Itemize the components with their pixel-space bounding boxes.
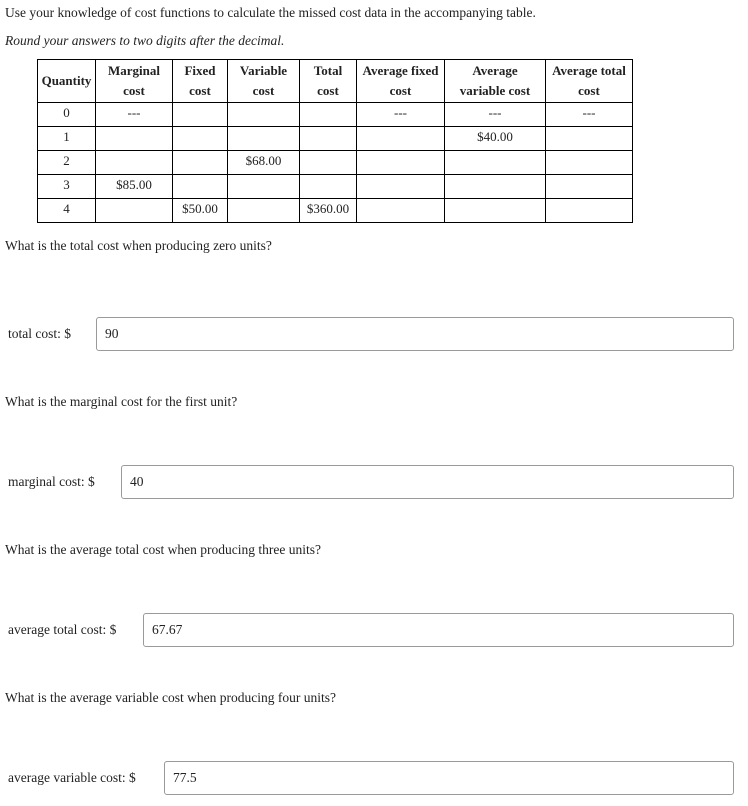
table-cell: --- [445,103,546,127]
table-cell [357,127,445,151]
cost-table [37,59,633,223]
rounding-note: Round your answers to two digits after the decimal. [5,33,285,48]
table-cell [173,151,228,175]
table-cell: 3 [38,175,96,199]
header-average-variable-cost: Average variable cost [445,60,546,103]
answer-row-average-total-cost [8,613,734,647]
table-cell [445,151,546,175]
table-cell [357,175,445,199]
table-cell: $360.00 [300,199,357,223]
answer-row-total-cost [8,317,734,351]
table-row [38,103,633,127]
header-average-fixed-cost: Average fixed cost [357,60,445,103]
table-cell [546,151,633,175]
table-cell [546,199,633,223]
answer-row-marginal-cost [8,465,734,499]
total-cost-label: total cost: $ [8,326,71,341]
table-cell [228,175,300,199]
marginal-cost-label: marginal cost: $ [8,474,95,489]
table-cell: --- [357,103,445,127]
table-cell: --- [96,103,173,127]
table-cell: --- [546,103,633,127]
table-cell [546,127,633,151]
average-variable-cost-label: average variable cost: $ [8,770,136,785]
table-header-row [38,60,633,103]
table-row [38,151,633,175]
average-total-cost-label: average total cost: $ [8,622,117,637]
table-cell [173,175,228,199]
table-row [38,127,633,151]
table-cell [445,175,546,199]
instructions-text: Use your knowledge of cost functions to calculate the missed cost data in the accompanying table. [5,5,536,20]
table-cell [357,151,445,175]
header-marginal-cost: Marginal cost [96,60,173,103]
table-cell [96,127,173,151]
average-total-cost-input[interactable] [143,613,734,647]
table-cell [228,127,300,151]
table-cell [300,127,357,151]
header-quantity: Quantity [38,60,96,103]
table-cell [173,103,228,127]
table-cell: $85.00 [96,175,173,199]
total-cost-input[interactable] [96,317,734,351]
table-row [38,175,633,199]
header-total-cost: Total cost [300,60,357,103]
question-average-variable-cost-four: What is the average variable cost when producing four units? [5,690,337,705]
table-cell [357,199,445,223]
header-variable-cost: Variable cost [228,60,300,103]
answer-row-average-variable-cost [8,761,734,795]
question-total-cost-zero: What is the total cost when producing zero units? [5,238,272,253]
table-cell: 2 [38,151,96,175]
table-cell [96,199,173,223]
table-cell [300,103,357,127]
table-cell [173,127,228,151]
table-row [38,199,633,223]
table-cell [300,151,357,175]
table-cell [228,103,300,127]
table-cell [96,151,173,175]
table-cell: $40.00 [445,127,546,151]
table-cell: 0 [38,103,96,127]
marginal-cost-input[interactable] [121,465,734,499]
header-fixed-cost: Fixed cost [173,60,228,103]
question-average-total-cost-three: What is the average total cost when producing three units? [5,542,322,557]
average-variable-cost-input[interactable] [164,761,734,795]
question-marginal-cost-first: What is the marginal cost for the first unit? [5,394,238,409]
table-cell: 4 [38,199,96,223]
table-cell [546,175,633,199]
header-average-total-cost: Average total cost [546,60,633,103]
table-cell [300,175,357,199]
table-cell: $50.00 [173,199,228,223]
table-cell: 1 [38,127,96,151]
table-cell [445,199,546,223]
table-cell [228,199,300,223]
table-cell: $68.00 [228,151,300,175]
